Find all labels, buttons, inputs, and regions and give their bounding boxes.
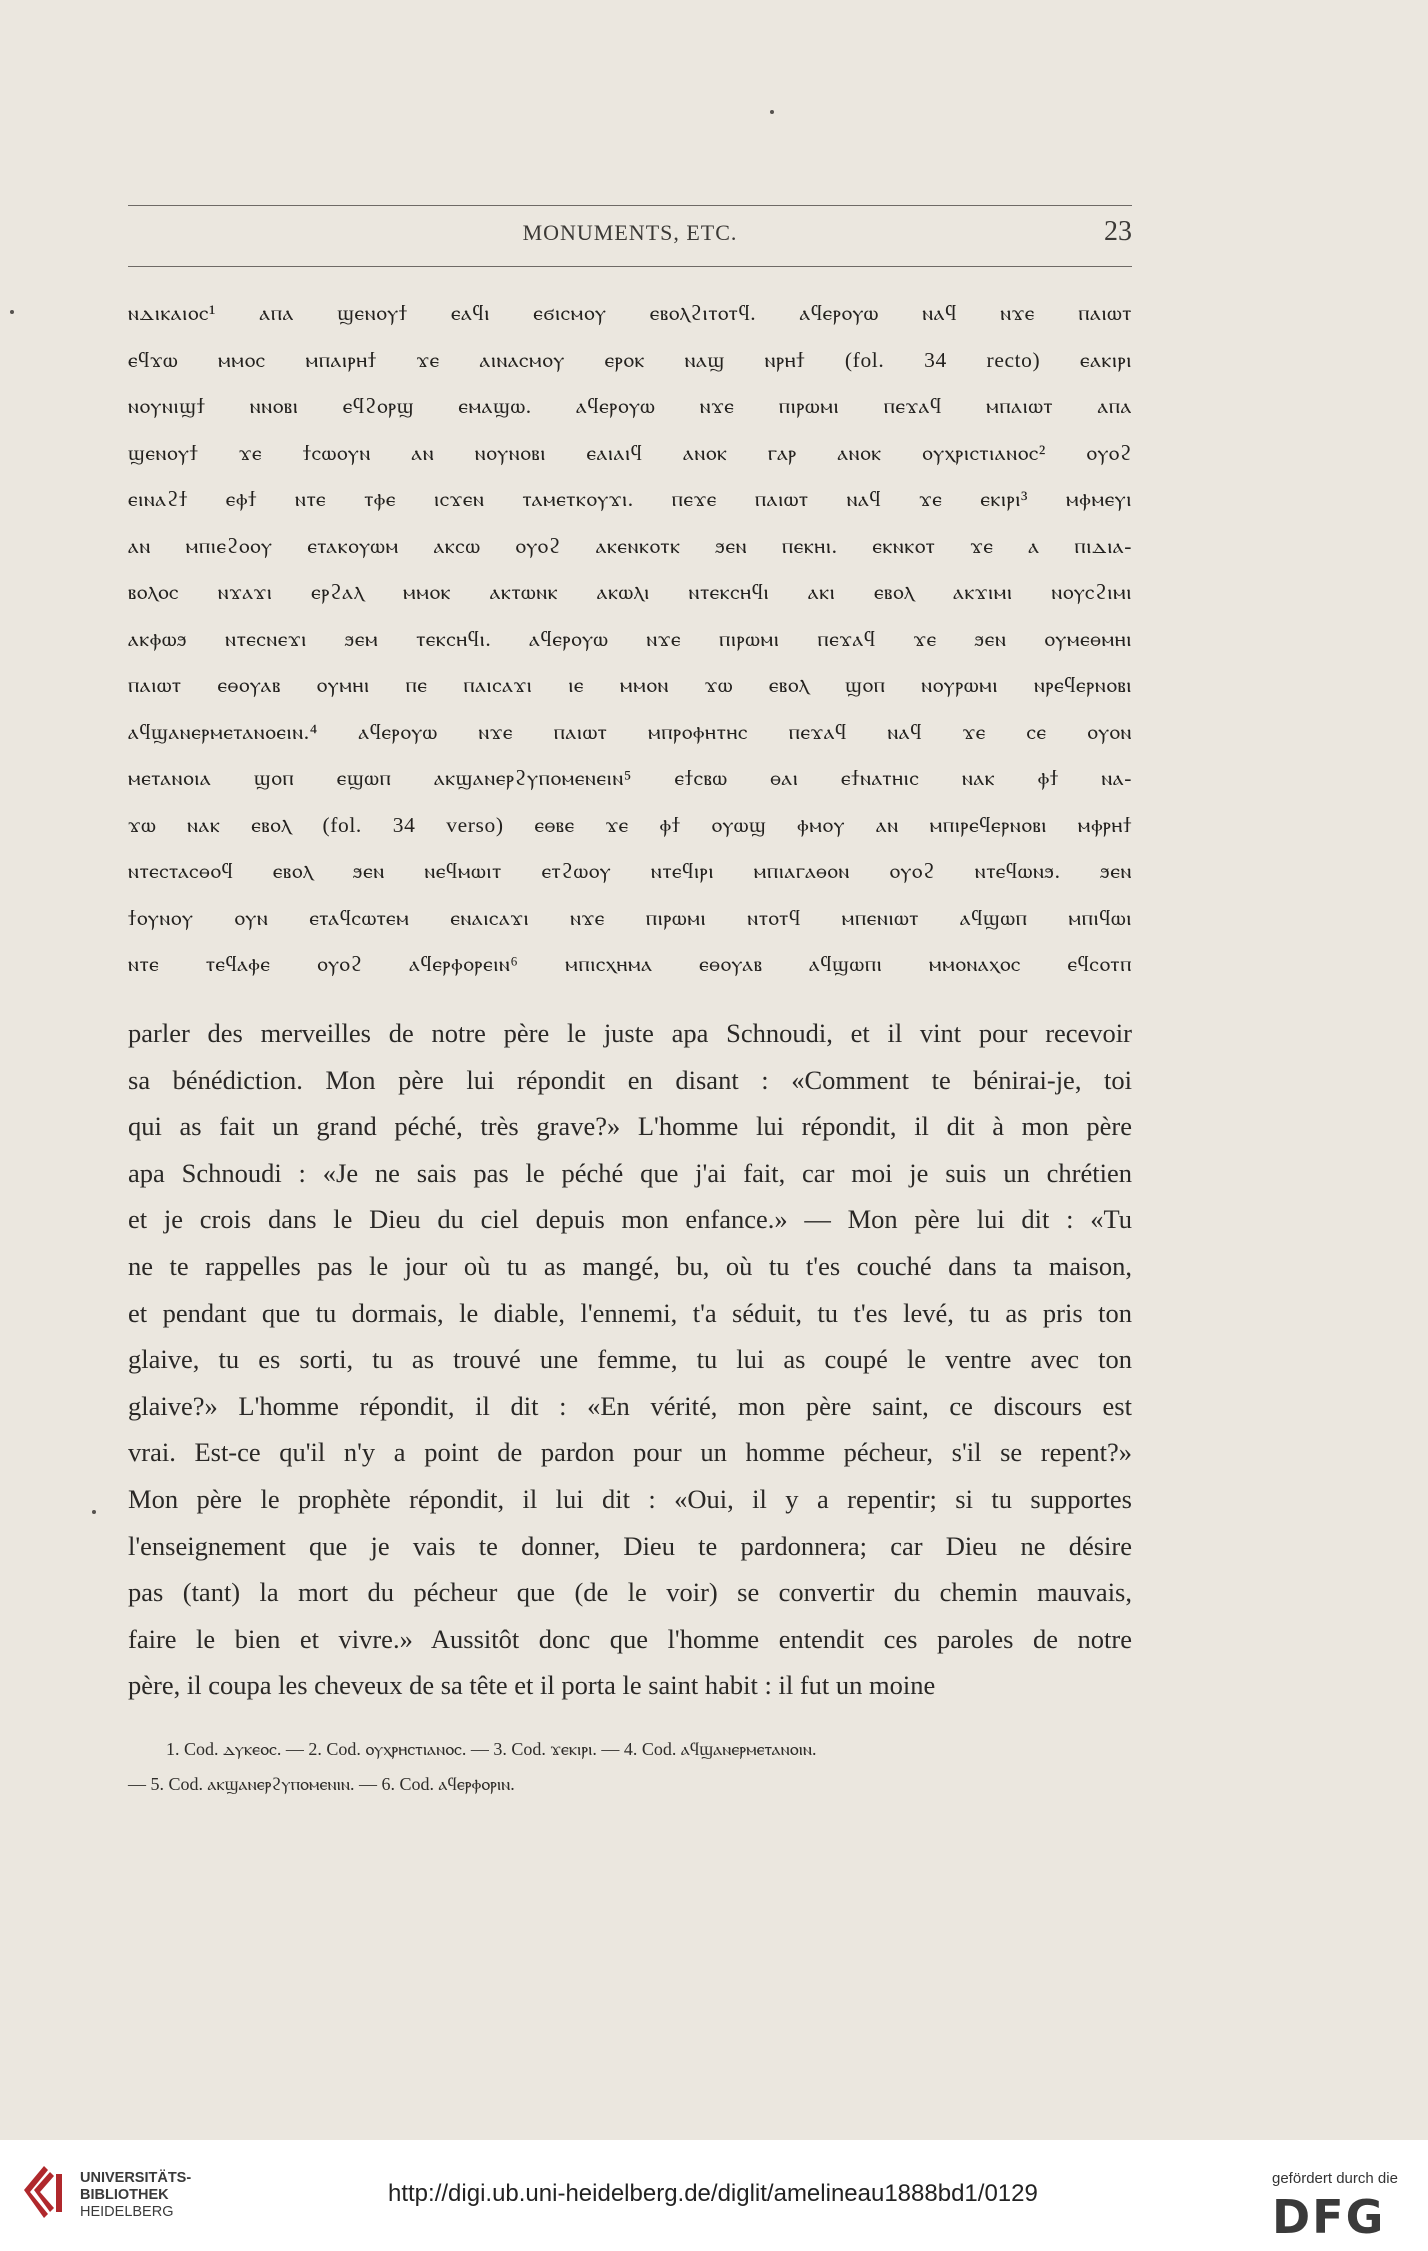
university-library-name	[80, 2170, 191, 2221]
coptic-line: ⲙⲉⲧⲁⲛⲟⲓⲁ ϣⲟⲡ ⲉϣⲱⲡ ⲁⲕϣⲁⲛⲉⲣϩⲩⲡⲟⲙⲉⲛⲉⲓⲛ⁵ ⲉϯⲥⲃⲱ ⲑⲁⲓ ⲉϯⲛⲁⲧⲏⲓⲥ ⲛⲁⲕ ⲫϯ ⲛⲁ-	[128, 766, 1132, 790]
translation-line: parler des merveilles de notre père le juste apa Schnoudi, et il vint pour recevoir	[128, 1018, 1132, 1048]
viewer-footer	[0, 2140, 1428, 2251]
translation-line: glaive?» L'homme répondit, il dit : «En vérité, mon père saint, ce discours est	[128, 1390, 1132, 1421]
coptic-line: ⲁⲛ ⲙⲡⲓⲉϩⲟⲟⲩ ⲉⲧⲁⲕⲟⲩⲱⲙ ⲁⲕⲥⲱ ⲟⲩⲟϩ ⲁⲕⲉⲛⲕⲟⲧⲕ ϧⲉⲛ ⲡⲉⲕⲏⲓ. ⲉⲕⲛⲕⲟⲧ ϫⲉ ⲁ ⲡⲓⲇⲓⲁ-	[128, 533, 1132, 558]
footnotes	[128, 1732, 1132, 1802]
coptic-line: ⲡⲁⲓⲱⲧ ⲉⲑⲟⲩⲁⲃ ⲟⲩⲙⲏⲓ ⲡⲉ ⲡⲁⲓⲥⲁϫⲓ ⲓⲉ ⲙⲙⲟⲛ ϫⲱ ⲉⲃⲟⲗ ϣⲟⲡ ⲛⲟⲩⲣⲱⲙⲓ ⲛⲣⲉϥⲉⲣⲛⲟⲃⲓ	[128, 673, 1132, 697]
translation-line: ne te rappelles pas le jour où tu as mangé, bu, où tu t'es couché dans ta maison,	[128, 1250, 1132, 1281]
coptic-line: ϯⲟⲩⲛⲟⲩ ⲟⲩⲛ ⲉⲧⲁϥⲥⲱⲧⲉⲙ ⲉⲛⲁⲓⲥⲁϫⲓ ⲛϫⲉ ⲡⲓⲣⲱⲙⲓ ⲛⲧⲟⲧϥ ⲙⲡⲉⲛⲓⲱⲧ ⲁϥϣⲱⲡ ⲙⲡⲓϥⲱⲓ	[128, 905, 1132, 930]
coptic-line: ⲁϥϣⲁⲛⲉⲣⲙⲉⲧⲁⲛⲟⲉⲓⲛ.⁴ ⲁϥⲉⲣⲟⲩⲱ ⲛϫⲉ ⲡⲁⲓⲱⲧ ⲙⲡⲣⲟⲫⲏⲧⲏⲥ ⲡⲉϫⲁϥ ⲛⲁϥ ϫⲉ ⲥⲉ ⲟⲩⲟⲛ	[128, 719, 1132, 744]
margin-mark	[92, 1510, 96, 1514]
translation-line: qui as fait un grand péché, très grave?» L'homme lui répondit, il dit à mon père	[128, 1111, 1132, 1142]
header-rule-bottom	[128, 266, 1132, 267]
footnote-line: 1. Cod. ⲇⲩⲕⲉⲟⲥ. — 2. Cod. ⲟⲩⲭⲣⲏⲥⲧⲓⲁⲛⲟⲥ. — 3. Cod. ϫⲉⲕⲓⲣⲓ. — 4. Cod. ⲁϥϣⲁⲛⲉⲣⲙⲉⲧⲁⲛⲟⲓⲛ.	[166, 1739, 817, 1759]
translation-line: et pendant que tu dormais, le diable, l'ennemi, t'a séduit, tu t'es levé, tu as pris ton	[128, 1297, 1132, 1328]
coptic-line: ⲛⲟⲩⲛⲓϣϯ ⲛⲛⲟⲃⲓ ⲉϥϩⲟⲣϣ ⲉⲙⲁϣⲱ. ⲁϥⲉⲣⲟⲩⲱ ⲛϫⲉ ⲡⲓⲣⲱⲙⲓ ⲡⲉϫⲁϥ ⲙⲡⲁⲓⲱⲧ ⲁⲡⲁ	[128, 394, 1132, 418]
running-title: MONUMENTS, ETC.	[522, 220, 738, 245]
margin-mark	[770, 110, 774, 114]
translation-line: Mon père le prophète répondit, il lui dit : «Oui, il y a repentir; si tu supportes	[128, 1483, 1132, 1514]
library-name-line: UNIVERSITÄTS-	[80, 2170, 192, 2186]
university-library-logo-icon	[18, 2160, 68, 2226]
french-translation-block	[128, 1010, 1132, 1709]
coptic-line: ϣⲉⲛⲟⲩϯ ϫⲉ ϯⲥⲱⲟⲩⲛ ⲁⲛ ⲛⲟⲩⲛⲟⲃⲓ ⲉⲁⲓⲁⲓϥ ⲁⲛⲟⲕ ⲅⲁⲣ ⲁⲛⲟⲕ ⲟⲩⲭⲣⲓⲥⲧⲓⲁⲛⲟⲥ² ⲟⲩⲟϩ	[128, 440, 1132, 465]
footnote-line: — 5. Cod. ⲁⲕϣⲁⲛⲉⲣϩⲩⲡⲟⲙⲉⲛⲓⲛ. — 6. Cod. ⲁϥⲉⲣⲫⲟⲣⲓⲛ.	[128, 1774, 515, 1794]
margin-mark	[10, 310, 14, 314]
coptic-line: ⲉⲓⲛⲁϩϯ ⲉⲫϯ ⲛⲧⲉ ⲧⲫⲉ ⲓⲥϫⲉⲛ ⲧⲁⲙⲉⲧⲕⲟⲩϫⲓ. ⲡⲉϫⲉ ⲡⲁⲓⲱⲧ ⲛⲁϥ ϫⲉ ⲉⲕⲓⲣⲓ³ ⲙⲫⲙⲉⲩⲓ	[128, 487, 1132, 511]
coptic-text-block	[128, 290, 1132, 988]
permalink-url[interactable]: http://digi.ub.uni-heidelberg.de/diglit/amelineau1888bd1/0129	[388, 2180, 1038, 2207]
translation-line: père, il coupa les cheveux de sa tête et il porta le saint habit : il fut un moine	[128, 1670, 936, 1701]
page-number: 23	[1104, 216, 1132, 247]
translation-line: apa Schnoudi : «Je ne sais pas le péché que j'ai fait, car moi je suis un chrétien	[128, 1157, 1132, 1188]
library-name-line: HEIDELBERG	[80, 2204, 174, 2220]
dfg-logo: DFG	[1272, 2190, 1386, 2244]
translation-line: glaive, tu es sorti, tu as trouvé une femme, tu lui as coupé le ventre avec ton	[128, 1344, 1132, 1375]
coptic-line: ⲛⲇⲓⲕⲁⲓⲟⲥ¹ ⲁⲡⲁ ϣⲉⲛⲟⲩϯ ⲉⲁϥⲓ ⲉϭⲓⲥⲙⲟⲩ ⲉⲃⲟⲗϩⲓⲧⲟⲧϥ. ⲁϥⲉⲣⲟⲩⲱ ⲛⲁϥ ⲛϫⲉ ⲡⲁⲓⲱⲧ	[128, 301, 1132, 325]
coptic-line: ⲉϥϫⲱ ⲙⲙⲟⲥ ⲙⲡⲁⲓⲣⲏϯ ϫⲉ ⲁⲓⲛⲁⲥⲙⲟⲩ ⲉⲣⲟⲕ ⲛⲁϣ ⲛⲣⲏϯ (fol. 34 recto) ⲉⲁⲕⲓⲣⲓ	[128, 347, 1132, 372]
translation-line: pas (tant) la mort du pécheur que (de le voir) se convertir du chemin mauvais,	[128, 1577, 1132, 1608]
translation-line: vrai. Est-ce qu'il n'y a point de pardon pour un homme pécheur, s'il se repent?»	[128, 1437, 1132, 1468]
coptic-line: ϫⲱ ⲛⲁⲕ ⲉⲃⲟⲗ (fol. 34 verso) ⲉⲑⲃⲉ ϫⲉ ⲫϯ ⲟⲩⲱϣ ⲫⲙⲟⲩ ⲁⲛ ⲙⲡⲓⲣⲉϥⲉⲣⲛⲟⲃⲓ ⲙⲫⲣⲏϯ	[128, 812, 1132, 837]
translation-line: et je crois dans le Dieu du ciel depuis mon enfance.» — Mon père lui dit : «Tu	[128, 1204, 1132, 1235]
header-rule-top	[128, 205, 1132, 206]
coptic-line: ⲁⲕⲫⲱϧ ⲛⲧⲉⲥⲛⲉϫⲓ ϧⲉⲙ ⲧⲉⲕⲥⲏϥⲓ. ⲁϥⲉⲣⲟⲩⲱ ⲛϫⲉ ⲡⲓⲣⲱⲙⲓ ⲡⲉϫⲁϥ ϫⲉ ϧⲉⲛ ⲟⲩⲙⲉⲑⲙⲏⲓ	[128, 626, 1132, 651]
funding-caption: gefördert durch die	[1272, 2170, 1398, 2187]
library-name-line: BIBLIOTHEK	[80, 2187, 169, 2203]
translation-line: l'enseignement que je vais te donner, Dieu te pardonnera; car Dieu ne désire	[128, 1530, 1132, 1561]
coptic-line: ⲃⲟⲗⲟⲥ ⲛϫⲁϫⲓ ⲉⲣϩⲁⲗ ⲙⲙⲟⲕ ⲁⲕⲧⲱⲛⲕ ⲁⲕⲱⲗⲓ ⲛⲧⲉⲕⲥⲏϥⲓ ⲁⲕⲓ ⲉⲃⲟⲗ ⲁⲕϫⲓⲙⲓ ⲛⲟⲩⲥϩⲓⲙⲓ	[128, 580, 1132, 604]
coptic-line: ⲛⲧⲉ ⲧⲉϥⲁⲫⲉ ⲟⲩⲟϩ ⲁϥⲉⲣⲫⲟⲣⲉⲓⲛ⁶ ⲙⲡⲓⲥⲭⲏⲙⲁ ⲉⲑⲟⲩⲁⲃ ⲁϥϣⲱⲡⲓ ⲙⲙⲟⲛⲁⲭⲟⲥ ⲉϥⲥⲟⲧⲡ	[128, 952, 1132, 976]
coptic-line: ⲛⲧⲉⲥⲧⲁⲥⲑⲟϥ ⲉⲃⲟⲗ ϧⲉⲛ ⲛⲉϥⲙⲱⲓⲧ ⲉⲧϩⲱⲟⲩ ⲛⲧⲉϥⲓⲣⲓ ⲙⲡⲓⲁⲅⲁⲑⲟⲛ ⲟⲩⲟϩ ⲛⲧⲉϥⲱⲛϧ. ϧⲉⲛ	[128, 859, 1132, 883]
translation-line: faire le bien et vivre.» Aussitôt donc que l'homme entendit ces paroles de notre	[128, 1623, 1132, 1654]
translation-line: sa bénédiction. Mon père lui répondit en disant : «Comment te bénirai-je, toi	[128, 1064, 1132, 1095]
